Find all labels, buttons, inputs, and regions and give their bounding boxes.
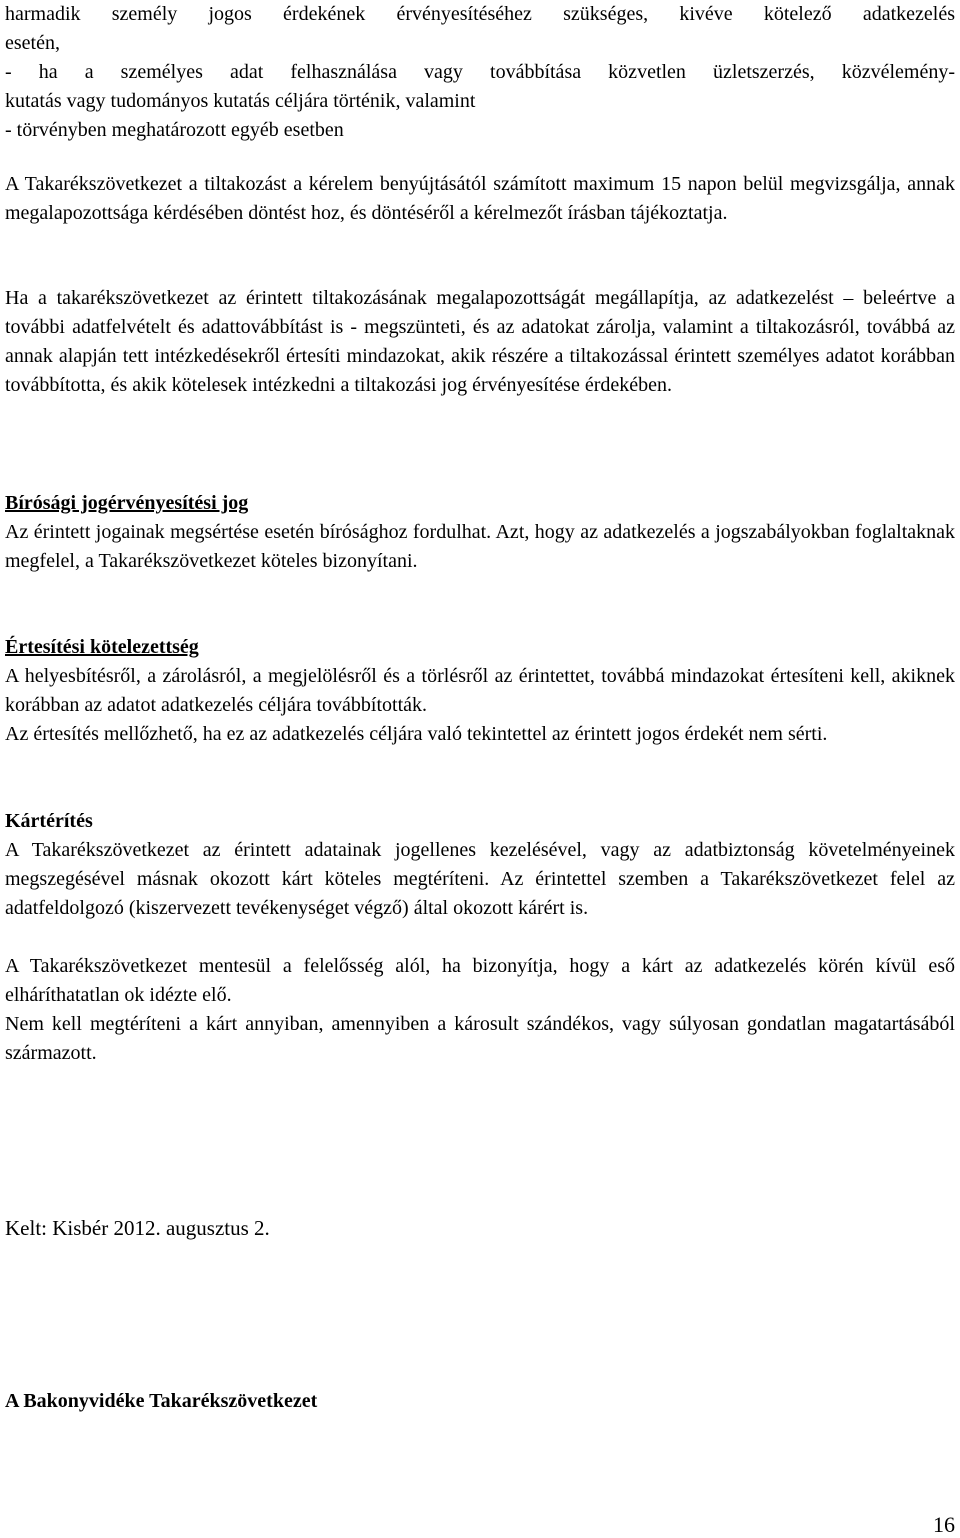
intro-block [5, 0, 955, 145]
objection-paragraph: A Takarékszövetkezet a tiltakozást a kérelem benyújtásától számított maximum 15 napon belül megvizsgálja, annak megalapozottsága kérdésében döntést hoz, és döntéséről a kérelmezőt írásban tájékoztatja. [5, 173, 955, 224]
intro-line: kutatás vagy tudományos kutatás céljára történik, valamint [5, 90, 476, 112]
intro-line: esetén, [5, 32, 60, 54]
notification-text-1: A helyesbítésről, a zárolásról, a megjelölésről és a törlésről az érintettet, továbbá mindazokat értesíteni kell, akiknek korábban az adatot adatkezelés céljára továbbították. [5, 665, 955, 716]
date-line: Kelt: Kisbér 2012. augusztus 2. [5, 1216, 270, 1240]
damages-text-1: A Takarékszövetkezet az érintett adatainak jogellenes kezelésével, vagy az adatbiztonság követelményeinek megszegésével másnak okozott kárt köteles megtéríteni. Az érintettel szemben a Takarékszövetkezet felel az adatfeldolgozó (kiszervezett tevékenységet végző) által okozott kárért is. [5, 839, 955, 919]
intro-line: - törvényben meghatározott egyéb esetben [5, 119, 344, 141]
notification-heading: Értesítési kötelezettség [5, 636, 199, 658]
signature: A Bakonyvidéke Takarékszövetkezet [5, 1390, 318, 1412]
court-heading: Bírósági jogérvényesítési jog [5, 492, 249, 514]
intro-line: - ha a személyes adat felhasználása vagy továbbítása közvetlen üzletszerzés, közvélemény- [5, 61, 955, 83]
objection-result-paragraph: Ha a takarékszövetkezet az érintett tiltakozásának megalapozottságát megállapítja, az adatkezelést – beleértve a további adatfelvételt és adattovábbítást is - megszünteti, és az adatokat zárolja, valamint a tiltakozásról, továbbá az annak alapján tett intézkedésekről értesíti mindazokat, akik részére a tiltakozással érintett személyes adatot korábban továbbította, és akik kötelesek intézkedni a tiltakozási jog érvényesítése érdekében. [5, 287, 955, 396]
damages-text-3: Nem kell megtéríteni a kárt annyiban, amennyiben a károsult szándékos, vagy súlyosan gondatlan magatartásából származott. [5, 1013, 955, 1064]
damages-heading: Kártérítés [5, 810, 93, 832]
notification-text-2: Az értesítés mellőzhető, ha ez az adatkezelés céljára való tekintettel az érintett jogos érdekét nem sérti. [5, 723, 828, 745]
court-text: Az érintett jogainak megsértése esetén bírósághoz fordulhat. Azt, hogy az adatkezelés a jogszabályokban foglaltaknak megfelel, a Takarékszövetkezet köteles bizonyítani. [5, 521, 955, 572]
page-number: 16 [933, 1512, 955, 1537]
intro-line: harmadik személy jogos érdekének érvényesítéséhez szükséges, kivéve kötelező adatkezelés [5, 3, 955, 25]
damages-text-2: A Takarékszövetkezet mentesül a felelősség alól, ha bizonyítja, hogy a kárt az adatkezelés körén kívül eső elháríthatatlan ok idézte elő. [5, 955, 955, 1006]
